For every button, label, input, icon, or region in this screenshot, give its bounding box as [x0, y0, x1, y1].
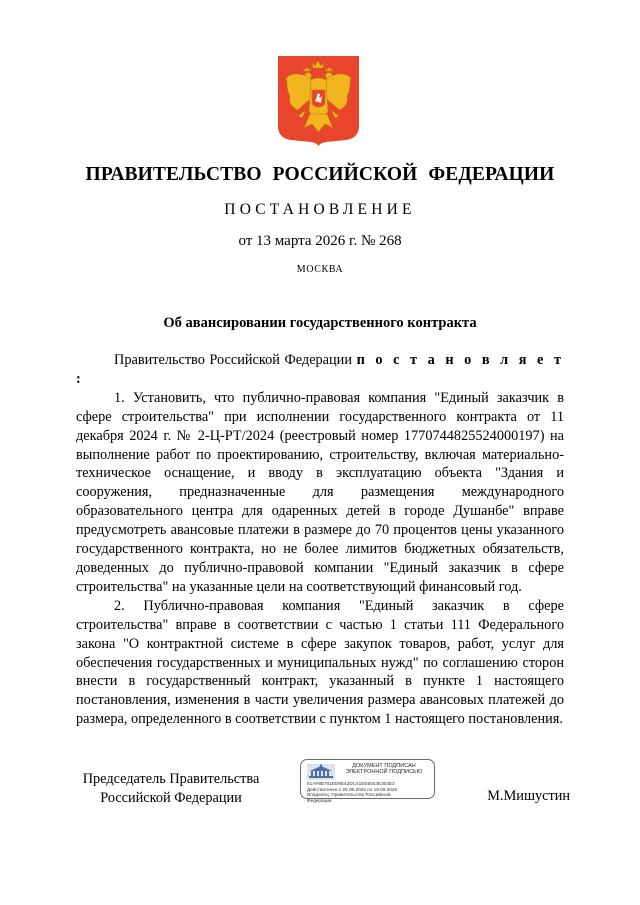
esig-owner-line1: Владелец: Правительство Российской — [307, 792, 391, 798]
esig-title — [337, 763, 431, 776]
paragraph-1: 1. Установить, что публично-правовая компания "Единый заказчик в сфере строительства" при исполнении государственного контракта от 11 декабря 2024 г. № 2-Ц-РТ/2024 (реестровый номер 1770744825524000197) на выполнение работ по проектированию, строительству, включая материально-техническое оснащение, и вводу в эксплуатацию объекта "Здания и сооружения, предназначенные для размещения международного образовательного центра для одаренных детей в городе Душанбе" вправе предусмотреть авансовые платежи в размере до 70 процентов цены указанного государственного контракта, но не более лимитов бюджетных обязательств, доведенных до публично-правовой компании "Единый заказчик в сфере строительства" на указанные цели на соответствующий финансовый год. — [76, 389, 564, 595]
city-label: МОСКВА — [296, 264, 344, 275]
decree-subject: Об авансировании государственного контракта — [163, 315, 477, 331]
signatory-position-line1: Председатель Правительства — [82, 771, 260, 787]
esig-owner-line2: Федерации — [307, 797, 332, 803]
esig-certificate: 51AF8B781ED9E42DC41EE5043E303E3 — [307, 781, 395, 786]
esig-validity: Действителен с 26.06.2025 по 19.09.2026 — [307, 786, 398, 792]
preamble-decides: п о с т а н о в л я е т : — [76, 352, 564, 387]
government-title: ПРАВИТЕЛЬСТВО РОССИЙСКОЙ ФЕДЕРАЦИИ — [85, 164, 555, 185]
coat-of-arms-icon — [276, 54, 361, 147]
signatory-position-line2: Российской Федерации — [100, 789, 242, 806]
esig-title-line1: ДОКУМЕНТ ПОДПИСАН — [352, 763, 416, 769]
decree-type: ПОСТАНОВЛЕНИЕ — [224, 201, 416, 218]
esig-details — [307, 781, 430, 803]
esig-title-line2: ЭЛЕКТРОННОЙ ПОДПИСЬЮ — [345, 769, 423, 776]
decree-date: от 13 марта 2026 г. № 268 — [238, 233, 402, 249]
signatory-position — [76, 770, 266, 807]
paragraph-2: 2. Публично-правовая компания "Единый заказчик в сфере строительства" вправе в соответствии с частью 1 статьи 111 Федерального закона "О контрактной системе в сфере закупок товаров, работ, услуг для обеспечения государственных и муниципальных нужд" по соглашению сторон внести в государственный контракт, указанный в пункте 1 настоящего постановления, изменения в части увеличения размера авансовых платежей до размера, определенного в соответствии с пунктом 1 настоящего постановления. — [76, 597, 564, 728]
government-building-logo-icon — [307, 764, 335, 780]
decree-body — [76, 351, 564, 729]
electronic-signature-stamp — [300, 759, 435, 803]
preamble — [76, 351, 564, 389]
preamble-text: Правительство Российской Федерации — [114, 352, 357, 368]
signatory-name: М.Мишустин — [487, 788, 570, 804]
